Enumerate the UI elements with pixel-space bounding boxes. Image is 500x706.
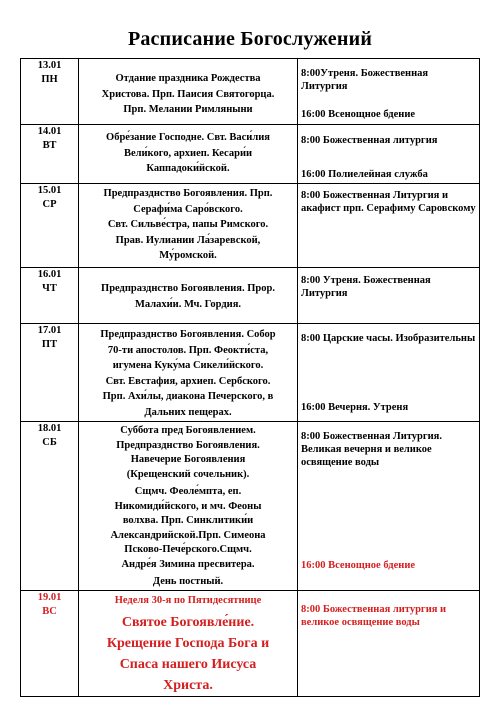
date-label: 15.01 — [37, 185, 62, 196]
weekday-label: ВС — [42, 605, 57, 617]
feast-line: Свт. Евстафия, архиеп. Сербского. — [105, 375, 271, 387]
weekday-label: ПН — [41, 74, 58, 85]
service-morning: 8:00 Божественная литургия и великое освящение воды — [301, 603, 447, 628]
feast-line: Прав. Иулиании Ла́заревской, — [115, 234, 261, 246]
service-morning: 8:00 Утреня. Божественная Литургия — [301, 275, 431, 299]
feast-cell — [79, 125, 298, 184]
feast-line: Предпразднство Богоявления. Собор — [100, 329, 276, 340]
feast-line: Андре́я Зимина пресвитера. — [121, 558, 255, 570]
feast-line: Христа. — [163, 677, 213, 693]
feast-line: Прп. Ахи́лы, диакона Печерского, в — [102, 391, 274, 402]
table-row — [21, 59, 480, 125]
service-morning: 8:00 Царские часы. Изобразительны — [301, 333, 476, 344]
table-row — [21, 268, 480, 324]
service-morning: 8:00 Божественная Литургия. Великая вечерня и великое освящение воды — [301, 431, 442, 468]
feast-cell — [79, 422, 298, 591]
service-cell — [298, 125, 480, 184]
feast-cell — [79, 268, 298, 324]
service-evening: 16:00 Вечерня. Утреня — [301, 402, 409, 413]
feast-line: Отдание праздника Рождества — [115, 73, 261, 84]
feast-line: Свт. Сильве́стра, папы Римского. — [107, 219, 269, 230]
date-cell — [21, 324, 79, 422]
weekday-label: СР — [42, 199, 57, 210]
service-cell — [298, 268, 480, 324]
feast-line: (Крещенский сочельник). — [126, 468, 250, 480]
feast-line: Христова. Прп. Паисия Святогорца. — [101, 88, 275, 100]
feast-line: Сщмч. Феоле́мпта, еп. — [134, 486, 242, 497]
table-row — [21, 422, 480, 591]
service-cell — [298, 422, 480, 591]
service-evening: 16:00 Всенощное бдение — [301, 109, 416, 120]
service-morning: 8:00Утреня. Божественная Литургия — [301, 68, 429, 92]
date-label: 19.01 — [37, 591, 62, 603]
date-cell — [21, 125, 79, 184]
feast-line: Обре́зание Господне. Свт. Васи́лия — [106, 132, 270, 143]
service-evening: 16:00 Полиелейная служба — [301, 169, 428, 180]
feast-line: Серафи́ма Саро́вского. — [133, 203, 243, 215]
feast-line: Никомиди́йского, и мч. Феоны — [114, 500, 262, 512]
date-cell — [21, 59, 79, 125]
feast-line: Малахи́и. Мч. Гордия. — [134, 298, 242, 310]
feast-line: Предпразднство Богоявления. Прп. — [103, 188, 273, 199]
feast-line: 70-ти апостолов. Прп. Феокти́ста, — [107, 344, 269, 356]
feast-line: Святое Богоявле́ние. — [121, 614, 255, 630]
feast-line: Каппадоки́йской. — [146, 163, 230, 174]
date-cell — [21, 590, 79, 696]
date-label: 16.01 — [37, 269, 62, 280]
date-label: 13.01 — [37, 60, 62, 71]
weekday-label: СБ — [42, 437, 57, 448]
service-cell — [298, 590, 480, 696]
date-cell — [21, 422, 79, 591]
service-cell — [298, 324, 480, 422]
feast-cell — [79, 590, 298, 696]
table-row — [21, 590, 480, 696]
feast-line: Спаса нашего Иисуса — [119, 656, 257, 672]
feast-cell — [79, 59, 298, 125]
feast-line: Предпразднство Богоявления. Прор. — [101, 283, 275, 294]
table-row — [21, 184, 480, 268]
table-row — [21, 125, 480, 184]
feast-line: Александрийской.Прп. Симеона — [110, 529, 266, 541]
date-cell — [21, 268, 79, 324]
feast-line: игумена Куку́ма Сикели́йского. — [112, 360, 264, 371]
feast-line: Крещение Господа Бога и — [106, 635, 270, 651]
date-cell — [21, 184, 79, 268]
weekday-label: ЧТ — [42, 283, 57, 294]
feast-line: Дальних пещерах. — [144, 406, 232, 418]
feast-line: Му́ромской. — [159, 250, 217, 261]
feast-line: Вели́кого, архиеп. Кесари́и — [123, 147, 253, 159]
weekday-label: ПТ — [41, 339, 58, 350]
table-row — [21, 324, 480, 422]
feast-line: волхва. Прп. Синклитики́и — [122, 515, 254, 526]
feast-cell — [79, 184, 298, 268]
service-cell — [298, 184, 480, 268]
fasting-note: День постный. — [152, 576, 224, 587]
date-label: 14.01 — [37, 126, 62, 137]
feast-line: Прп. Мелании Римляныни — [123, 104, 253, 115]
weekday-label: ВТ — [42, 140, 57, 151]
feast-line: Суббота пред Богоявлением. — [120, 425, 256, 436]
service-cell — [298, 59, 480, 125]
schedule-table — [20, 58, 480, 697]
feast-line: Навечерие Богоявления — [130, 454, 246, 465]
feast-cell — [79, 324, 298, 422]
week-label: Неделя 30-я по Пятидесятнице — [114, 594, 262, 606]
feast-line: Предпразднство Богоявления. — [116, 439, 260, 451]
service-morning: 8:00 Божественная Литургия и акафист прп. Серафиму Саровскому — [301, 190, 476, 214]
date-label: 18.01 — [37, 423, 62, 434]
page-title: Расписание Богослужений — [127, 28, 373, 50]
date-label: 17.01 — [37, 325, 62, 336]
service-morning: 8:00 Божественная литургия — [301, 135, 438, 146]
service-evening: 16:00 Всенощное бдение — [301, 560, 416, 571]
feast-line: Псково-Пече́рского.Сщмч. — [124, 544, 252, 555]
